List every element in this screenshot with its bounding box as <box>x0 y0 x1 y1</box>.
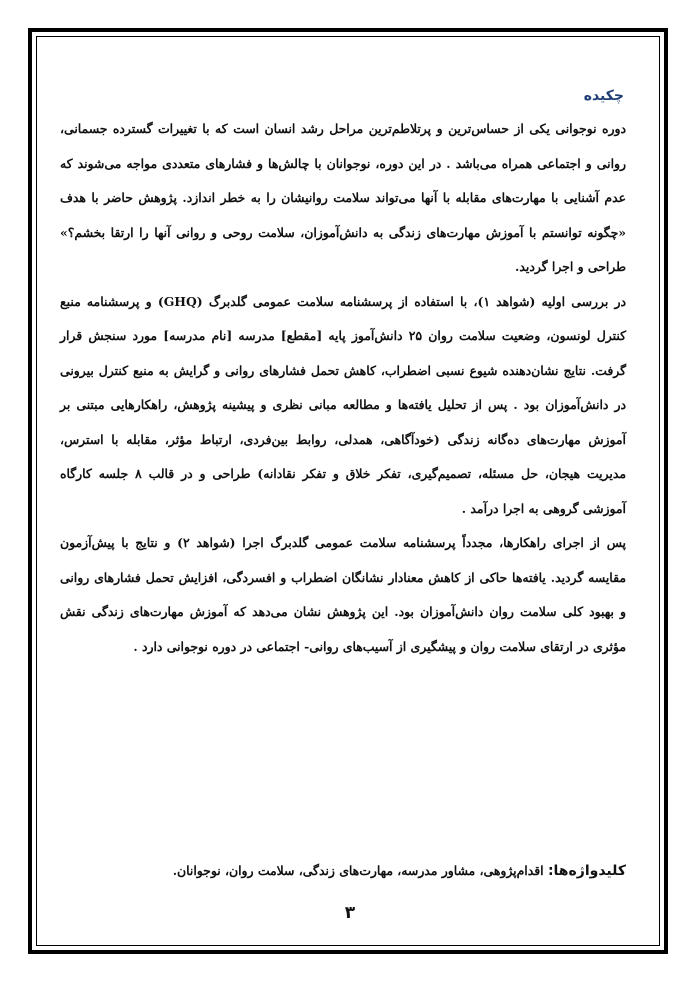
abstract-paragraph-2: در بررسی اولیه (شواهد ۱)، با استفاده از پرسشنامه سلامت عمومی گلدبرگ (GHQ) و پرسشنامه منبع کنترل لونسون، وضعیت سلامت روان ۲۵ دانش‌آموز پایه [مقطع] مدرسه [نام مدرسه] مورد سنجش قرار گرفت. نتایج نشان‌دهنده شیوع نسبی اضطراب، کاهش تحمل فشارهای روانی و گرایش به منبع کنترل بیرونی در دانش‌آموزان بود . پس از تحلیل یافته‌ها و مطالعه مبانی نظری و پیشینه پژوهش، راهکارهایی مبتنی بر آموزش مهارت‌های ده‌گانه زندگی (خودآگاهی، همدلی، روابط بین‌فردی، ارتباط مؤثر، مقابله با استرس، مدیریت هیجان، حل مسئله، تصمیم‌گیری، تفکر خلاق و تفکر نقادانه) طراحی و در قالب ۸ جلسه کارگاه آموزشی گروهی به اجرا درآمد . <box>60 293 626 516</box>
abstract-paragraph-3: پس از اجرای راهکارها، مجدداً پرسشنامه سلامت عمومی گلدبرگ اجرا (شواهد ۲) و نتایج با پیش‌آزمون مقایسه گردید. یافته‌ها حاکی از کاهش معنادار نشانگان اضطراب و افسردگی، افزایش تحمل فشارهای روانی و بهبود کلی سلامت روان دانش‌آموزان بود. این پژوهش نشان می‌دهد که آموزش مهارت‌های زندگی نقش مؤثری در ارتقای سلامت روان و پیشگیری از آسیب‌های روانی- اجتماعی در دوره نوجوانی دارد . <box>60 535 626 654</box>
keywords-line <box>66 863 626 879</box>
keywords-label: کلیدواژه‌ها: <box>547 863 626 879</box>
keywords-text: اقدام‌پژوهی، مشاور مدرسه، مهارت‌های زندگی، سلامت روان، نوجوانان. <box>172 863 544 878</box>
abstract-title: چکیده <box>583 88 624 104</box>
page-number: ۳ <box>344 903 356 923</box>
abstract-paragraph-1: دوره نوجوانی یکی از حساس‌ترین و پرتلاطم‌ترین مراحل رشد انسان است که با تغییرات گسترده جسمانی، روانی و اجتماعی همراه می‌باشد . در این دوره، نوجوانان با چالش‌ها و فشارهای متعددی مواجه می‌شوند که عدم آشنایی با مهارت‌های مقابله با آنها می‌تواند سلامت روانیشان را به خطر اندازد. پژوهش حاضر با هدف «چگونه توانستم با آموزش مهارت‌های زندگی به دانش‌آموزان، سلامت روحی و روانی آنها را ارتقا بخشم؟» طراحی و اجرا گردید. <box>60 121 626 274</box>
abstract-body <box>60 112 626 664</box>
